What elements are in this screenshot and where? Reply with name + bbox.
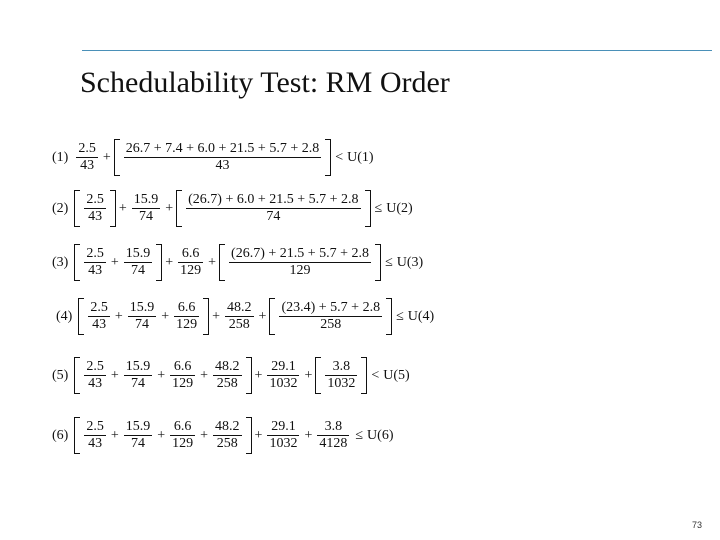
equation-label: (2) xyxy=(52,200,69,216)
ceiling-bracket xyxy=(74,246,162,279)
fraction: $\frac{6.6}{129}$ xyxy=(172,419,194,451)
equation-4 xyxy=(56,300,434,333)
fraction: $\frac{2.5}{43}$ xyxy=(78,141,96,173)
equation-label: (6) xyxy=(52,427,69,443)
relation: ≤ xyxy=(374,200,383,216)
plus-operator: + xyxy=(110,367,119,383)
equation-label: (4) xyxy=(56,308,73,324)
plus-operator: + xyxy=(304,427,313,443)
fraction: $\frac{(23.4) + 5.7 + 2.8}{258}$ xyxy=(281,300,381,332)
plus-operator: + xyxy=(157,367,166,383)
fraction: $\frac{29.1}{1032}$ xyxy=(269,419,298,451)
plus-operator: + xyxy=(161,308,170,324)
equation-5 xyxy=(52,359,410,392)
plus-operator: + xyxy=(254,427,263,443)
fraction: $\frac{15.9}{74}$ xyxy=(133,192,159,224)
utilization-bound: U(3) xyxy=(396,254,424,270)
equation-label: (1) xyxy=(52,149,69,165)
ceiling-bracket xyxy=(74,419,251,452)
fraction: $\frac{2.5}{43}$ xyxy=(86,419,104,451)
ceiling-bracket xyxy=(78,300,209,333)
utilization-bound: U(4) xyxy=(407,308,435,324)
equation-3 xyxy=(52,246,423,279)
fraction: $\frac{6.6}{129}$ xyxy=(176,300,198,332)
fraction: $\frac{(26.7) + 21.5 + 5.7 + 2.8}{129}$ xyxy=(231,246,370,278)
ceiling-bracket xyxy=(114,141,331,174)
plus-operator: + xyxy=(254,367,263,383)
plus-operator: + xyxy=(200,367,209,383)
plus-operator: + xyxy=(114,308,123,324)
title-rule xyxy=(82,50,712,51)
utilization-bound: U(5) xyxy=(383,367,410,383)
relation: < xyxy=(335,149,344,165)
ceiling-bracket xyxy=(219,246,381,279)
ceiling-bracket xyxy=(176,192,370,225)
equation-1 xyxy=(52,141,374,174)
fraction: $\frac{29.1}{1032}$ xyxy=(269,359,298,391)
fraction: $\frac{15.9}{74}$ xyxy=(129,300,155,332)
fraction: $\frac{48.2}{258}$ xyxy=(215,359,240,391)
fraction: $\frac{15.9}{74}$ xyxy=(125,419,151,451)
plus-operator: + xyxy=(110,427,119,443)
fraction: $\frac{3.8}{4128}$ xyxy=(319,419,348,451)
relation: ≤ xyxy=(355,427,364,443)
fraction: $\frac{15.9}{74}$ xyxy=(125,359,151,391)
utilization-bound: U(1) xyxy=(347,149,374,165)
utilization-bound: U(6) xyxy=(367,427,394,443)
plus-operator: + xyxy=(165,254,174,270)
relation: < xyxy=(371,367,380,383)
fraction: $\frac{2.5}{43}$ xyxy=(86,192,104,224)
equation-label: (5) xyxy=(52,367,69,383)
utilization-bound: U(2) xyxy=(386,200,413,216)
slide-title: Schedulability Test: RM Order xyxy=(80,66,450,99)
equation-6 xyxy=(52,419,393,452)
plus-operator: + xyxy=(165,200,174,216)
plus-operator: + xyxy=(110,254,119,270)
page-number: 73 xyxy=(691,520,702,530)
plus-operator: + xyxy=(304,367,313,383)
fraction: $\frac{48.2}{258}$ xyxy=(227,300,252,332)
plus-operator: + xyxy=(102,149,111,165)
ceiling-bracket xyxy=(74,192,116,225)
ceiling-bracket xyxy=(315,359,367,392)
fraction: $\frac{26.7 + 7.4 + 6.0 + 21.5 + 5.7 + 2.8}{43}$ xyxy=(125,141,320,173)
plus-operator: + xyxy=(200,427,209,443)
equation-label: (3) xyxy=(52,254,69,270)
fraction: $\frac{2.5}{43}$ xyxy=(90,300,108,332)
plus-operator: + xyxy=(258,308,267,324)
fraction: $\frac{2.5}{43}$ xyxy=(86,359,104,391)
ceiling-bracket xyxy=(74,359,251,392)
plus-operator: + xyxy=(208,254,217,270)
fraction: $\frac{48.2}{258}$ xyxy=(215,419,240,451)
fraction: $\frac{6.6}{129}$ xyxy=(172,359,194,391)
fraction: $\frac{2.5}{43}$ xyxy=(86,246,104,278)
plus-operator: + xyxy=(118,200,127,216)
fraction: $\frac{15.9}{74}$ xyxy=(125,246,151,278)
relation: ≤ xyxy=(396,308,404,324)
plus-operator: + xyxy=(157,427,166,443)
plus-operator: + xyxy=(212,308,221,324)
fraction: $\frac{(26.7) + 6.0 + 21.5 + 5.7 + 2.8}{74}$ xyxy=(188,192,359,224)
fraction: $\frac{3.8}{1032}$ xyxy=(327,359,356,391)
fraction: $\frac{6.6}{129}$ xyxy=(180,246,202,278)
equation-2 xyxy=(52,192,413,225)
ceiling-bracket xyxy=(269,300,392,333)
relation: ≤ xyxy=(385,254,393,270)
